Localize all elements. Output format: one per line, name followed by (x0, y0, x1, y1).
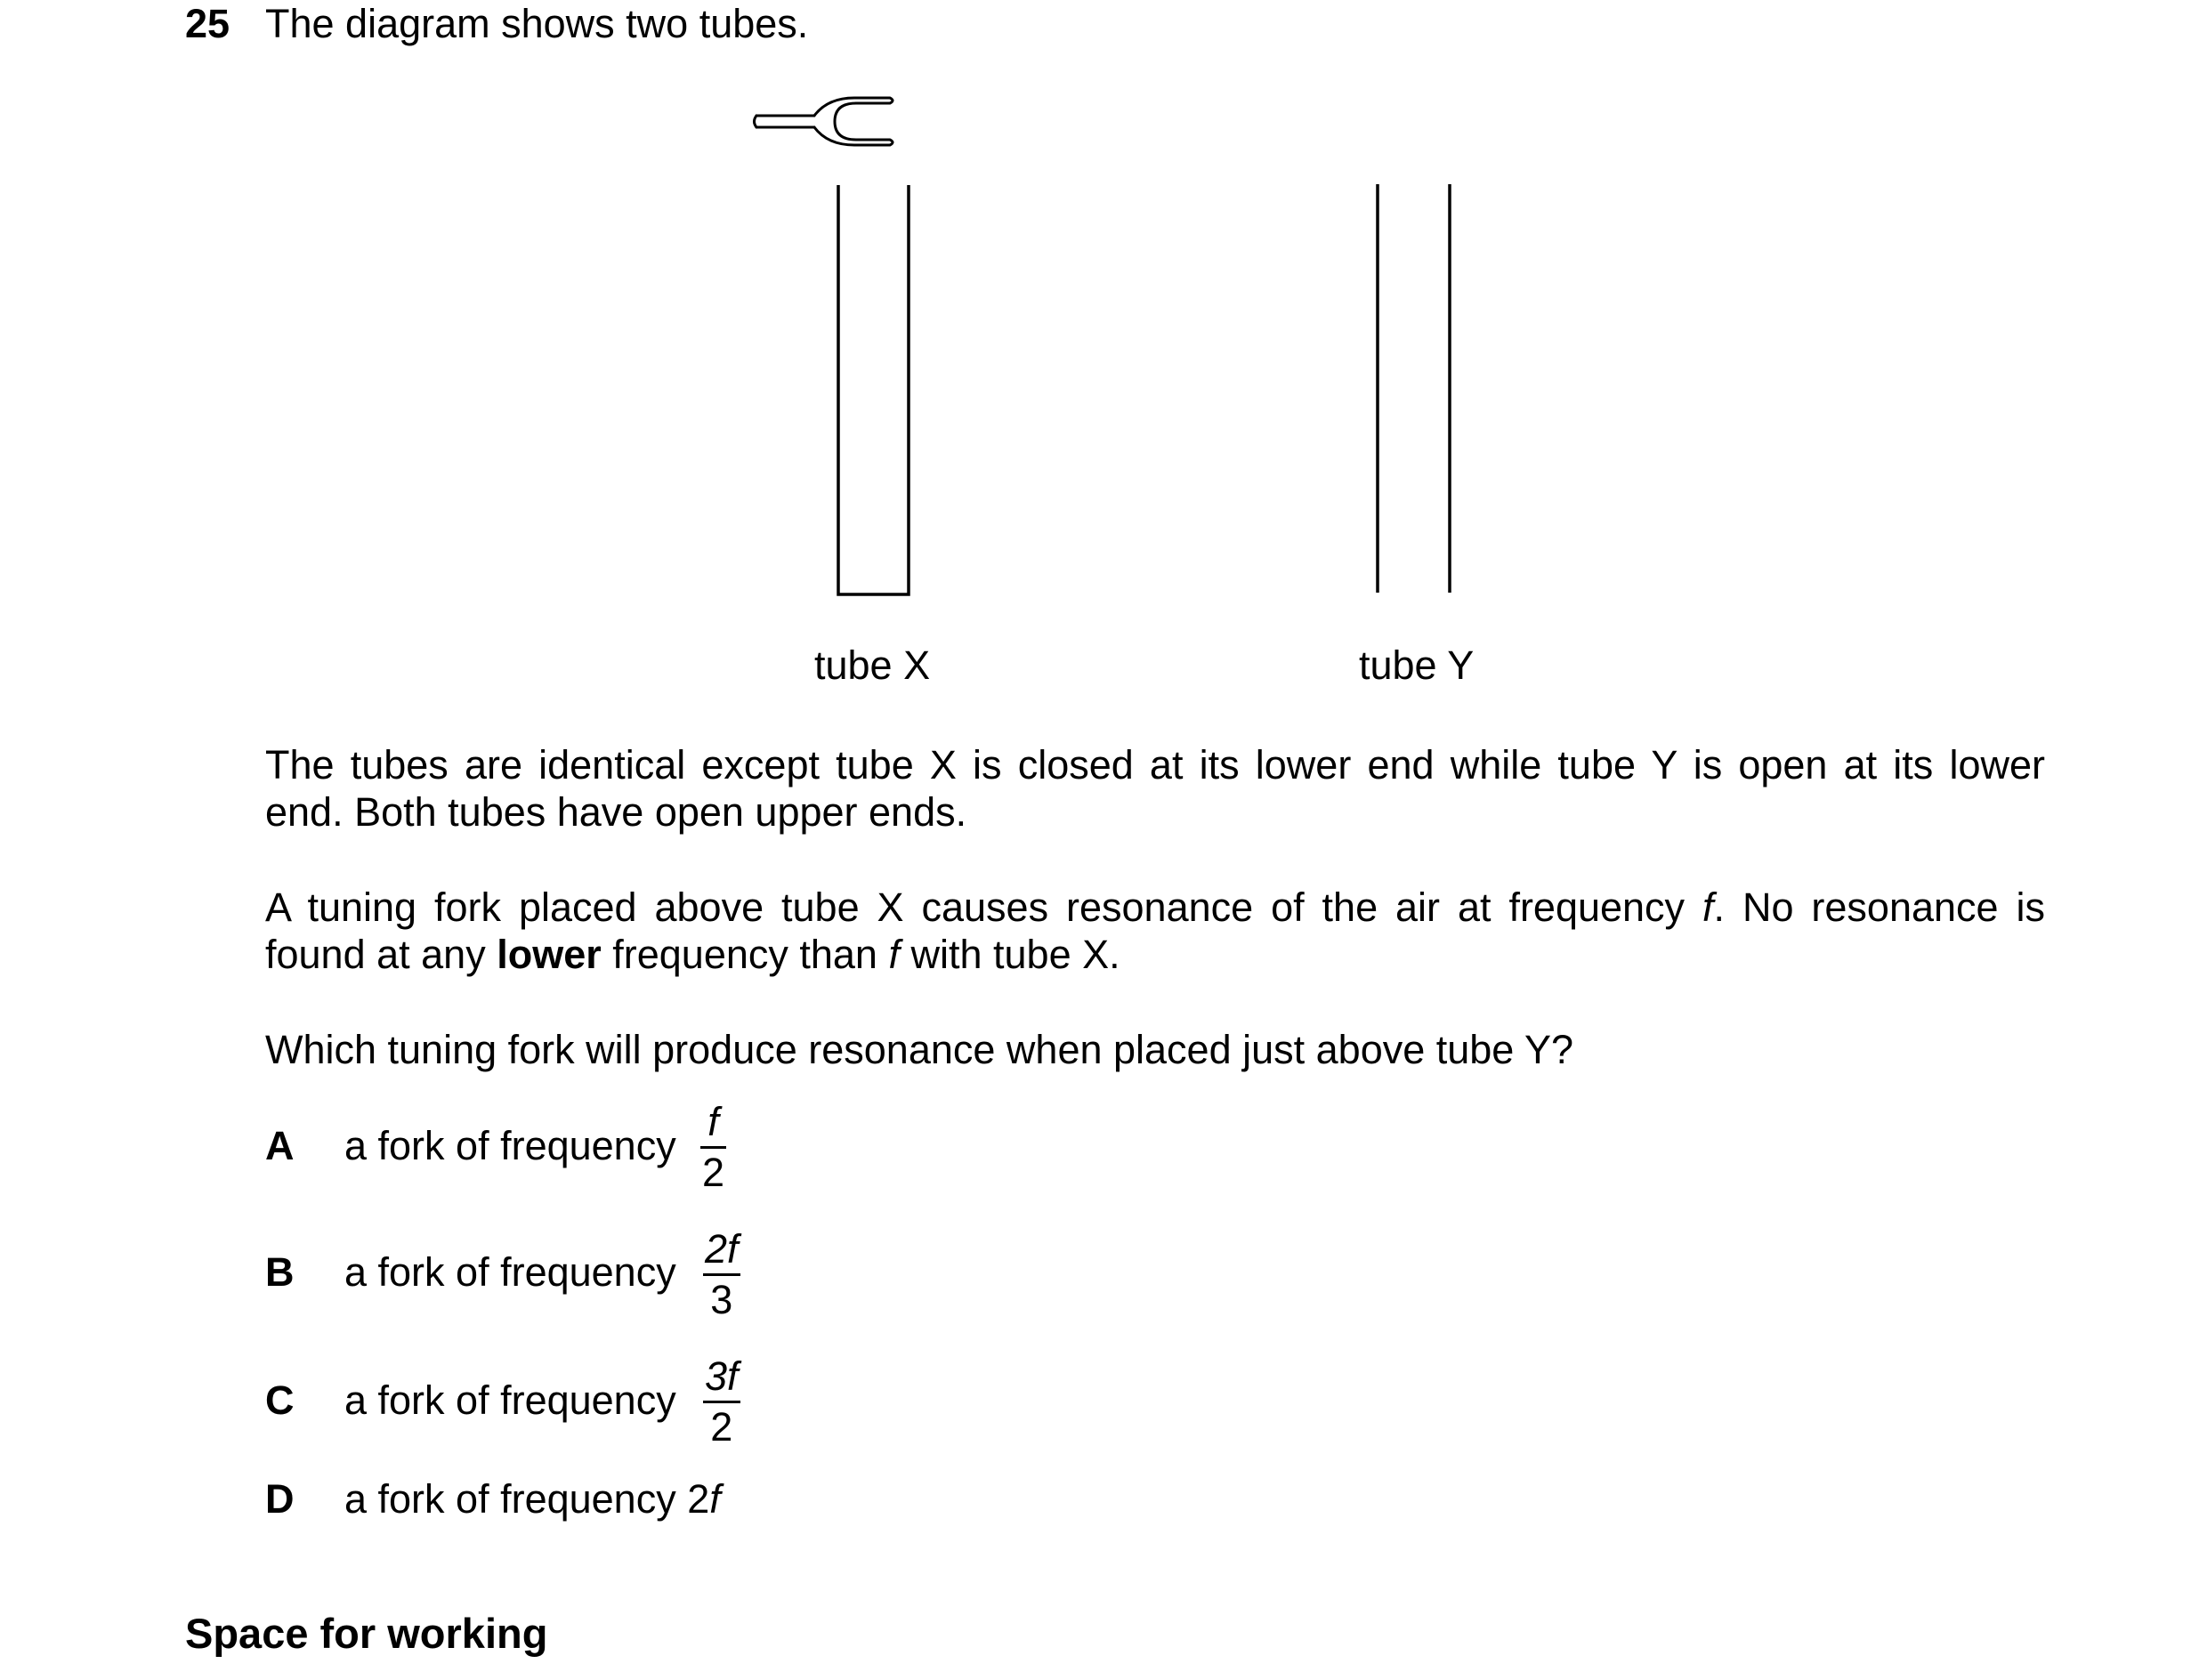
tube-x-label: tube X (814, 642, 931, 688)
paragraph-line: found at any lower frequency than f with tube X. (265, 932, 1120, 977)
paragraph-tubes-description (265, 741, 2045, 836)
option-c-fraction (703, 1354, 740, 1450)
paragraph-line: end. Both tubes have open upper ends. (265, 789, 967, 835)
fraction-bar (703, 1401, 740, 1403)
paragraph-line: The tubes are identical except tube X is closed at its lower end while tube Y is open at its lower (265, 742, 2045, 788)
space-for-working-label: Space for working (185, 1610, 548, 1657)
question-number: 25 (185, 1, 230, 46)
option-d-text: a fork of frequency 2f (344, 1476, 721, 1522)
tube-x (838, 185, 909, 594)
tubes-diagram (0, 0, 2207, 712)
option-b-numerator: 2f (705, 1226, 739, 1272)
frequency-symbol: f (888, 932, 900, 977)
option-b-text: a fork of frequency (344, 1249, 676, 1295)
option-d-frequency-symbol: f (709, 1476, 721, 1522)
frequency-symbol: f (1702, 884, 1714, 930)
tuning-fork-icon (755, 98, 893, 145)
option-c-denominator: 2 (710, 1404, 733, 1450)
question-stem: The diagram shows two tubes. (265, 1, 809, 46)
fraction-bar (700, 1146, 726, 1149)
tube-y-label: tube Y (1359, 642, 1475, 688)
emphasis-lower: lower (497, 932, 602, 977)
option-b-letter: B (265, 1249, 295, 1295)
option-c-letter: C (265, 1377, 295, 1423)
option-a-denominator: 2 (702, 1150, 725, 1195)
question-prompt: Which tuning fork will produce resonance when placed just above tube Y? (265, 1027, 1574, 1072)
option-c-numerator: 3f (705, 1353, 739, 1399)
option-c-text: a fork of frequency (344, 1377, 676, 1423)
option-b-denominator: 3 (710, 1277, 733, 1322)
option-d-letter: D (265, 1476, 295, 1522)
paragraph-line: A tuning fork placed above tube X causes resonance of the air at frequency f. No resonance is (265, 884, 2045, 930)
option-a-letter: A (265, 1123, 295, 1168)
option-a-fraction (700, 1100, 726, 1195)
fraction-bar (703, 1273, 740, 1276)
option-a-text: a fork of frequency (344, 1123, 676, 1168)
option-b-fraction (703, 1227, 740, 1322)
option-a-numerator: f (707, 1099, 719, 1144)
paragraph-resonance (265, 884, 2045, 978)
